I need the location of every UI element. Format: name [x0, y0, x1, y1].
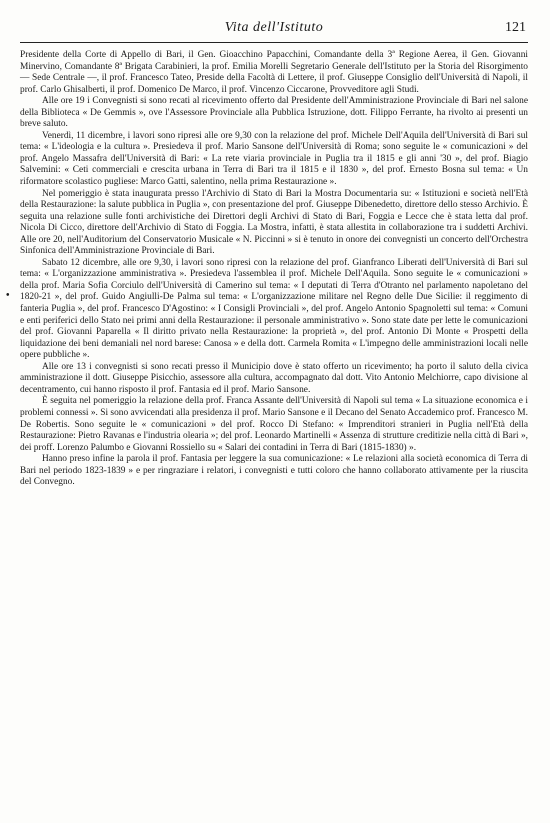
- paragraph-3: Venerdì, 11 dicembre, i lavori sono ripresi alle ore 9,30 con la relazione del prof. Michele Dell'Aquila dell'Università di Bari sul tema: « L'ideologia e la cultura ». Presiedeva il prof. Mario Sansone dell'Università di Roma; sono seguite le « comunicazioni » del prof. Angelo Massafra dell'Università di Bari: « La rete viaria provinciale in Puglia tra il 1815 e gli anni '30 », del prof. Biagio Salvemini: « Ceti commerciali e crescita urbana in Terra di Bari tra il 1815 e il 1830 », del prof. Ernesto Bosna sul tema: « Un riformatore scolastico pugliese: Marco Gatti, salentino, nella prima Restaurazione ».: [20, 130, 528, 188]
- page-header: [20, 20, 528, 43]
- paragraph-2: Alle ore 19 i Convegnisti si sono recati al ricevimento offerto dal Presidente dell'Amministrazione Provinciale di Bari nel salone della Biblioteca « De Gemmis », ove l'Assessore Provinciale alla Pubblica Istruzione, dott. Filippo Ferrante, ha rivolto ai presenti un breve saluto.: [20, 96, 528, 130]
- body-text: [20, 50, 528, 489]
- paragraph-4: Nel pomeriggio è stata inaugurata presso l'Archivio di Stato di Bari la Mostra Documentaria su: « Istituzioni e società nell'Età della Restaurazione: la salute pubblica in Puglia », con presentazione del prof. Giuseppe Dibenedetto, direttore dello stesso Archivio. È seguita una relazione sulle fonti archivistiche dei Direttori degli Archivi di Stato di Bari, Foggia e Lecce che è stata letta dal prof. Nicola Di Cicco, direttore dell'Archivio di Stato di Foggia. La Mostra, infatti, è stata allestita in collaborazione tra i suddetti Archivi. Alle ore 20, nell'Auditorium del Conservatorio Musicale « N. Piccinni » si è tenuto in onore dei convegnisti un concerto dell'Orchestra Sinfonica dell'Amministrazione Provinciale di Bari.: [20, 188, 528, 257]
- paragraph-1: Presidente della Corte di Appello di Bari, il Gen. Gioacchino Papacchini, Comandante della 3ª Regione Aerea, il Gen. Giovanni Minervino, Comandante 8ª Brigata Carabinieri, la prof. Emilia Morelli Segretario Generale dell'Istituto per la Storia del Risorgimento — Sede Centrale —, il prof. Francesco Tateo, Preside della Facoltà di Lettere, il prof. Giuseppe Consiglio dell'Università di Napoli, il prof. Carlo Ghisalberti, il prof. Domenico De Marco, il prof. Vincenzo Ciccarone, Provveditore agli Studi.: [20, 50, 528, 95]
- paragraph-6: Alle ore 13 i convegnisti si sono recati presso il Municipio dove è stato offerto un ricevimento; ha porto il saluto della civica amministrazione il dott. Giuseppe Pisicchio, assessore alla cultura, accompagnato dal dott. Vito Antonio Melchiorre, capo divisione al decentramento, cui hanno risposto il prof. Fantasia ed il prof. Mario Sansone.: [20, 361, 528, 395]
- running-title: Vita dell'Istituto: [224, 20, 324, 35]
- margin-mark: •: [6, 290, 10, 301]
- paragraph-5: Sabato 12 dicembre, alle ore 9,30, i lavori sono ripresi con la relazione del prof. Gianfranco Liberati dell'Università di Bari sul tema: « L'organizzazione amministrativa ». Presiedeva l'assemblea il prof. Michele Dell'Aquila. Sono seguite le « comunicazioni » della prof. Maria Sofia Corciulo dell'Università di Camerino sul tema: « I deputati di Terra d'Otranto nel parlamento napoletano del 1820-21 », del prof. Guido Angiulli-De Palma sul tema: « L'organizzazione militare nel Regno delle Due Sicilie: il reggimento di fanteria Puglia », del prof. Francesco D'Agostino: « I Consigli Provinciali », del prof. Angelo Antonio Spagnoletti sul tema: « Comuni e enti periferici dello Stato nei primi anni della Restaurazione: il personale amministrativo ». Sono state date per lette le comunicazioni del prof. Giovanni Paparella « Il diritto privato nella Restaurazione: la proprietà », del prof. Antonio Di Monte « Prospetti della liquidazione dei beni demaniali nel nord barese: Canosa » e della dott. Carmela Romita « L'impegno delle amministrazioni locali nelle opere pubbliche ».: [20, 257, 528, 361]
- page-number: 121: [505, 20, 526, 35]
- paragraph-8: Hanno preso infine la parola il prof. Fantasia per leggere la sua comunicazione: « Le relazioni alla società economica di Terra di Bari nel periodo 1823-1839 » e per ringraziare i relatori, i convegnisti e tutti coloro che hanno collaborato attivamente per la riuscita del Convegno.: [20, 454, 528, 488]
- paragraph-7: È seguita nel pomeriggio la relazione della prof. Franca Assante dell'Università di Napoli sul tema « La situazione economica e i problemi connessi ». Si sono avvicendati alla presidenza il prof. Mario Sansone e il Decano del Senato Accademico prof. Francesco M. De Robertis. Sono seguite le « comunicazioni » del prof. Rocco Di Stefano: « Imprenditori stranieri in Puglia nell'Età della Restaurazione: Pietro Ravanas e l'industria olearia »; del prof. Leonardo Martinelli « Assenza di strutture creditizie nella città di Bari », dei proff. Lorenzo Palumbo e Giovanni Rossiello su « Salari dei contadini in Terra di Bari (1815-1830) ».: [20, 396, 528, 453]
